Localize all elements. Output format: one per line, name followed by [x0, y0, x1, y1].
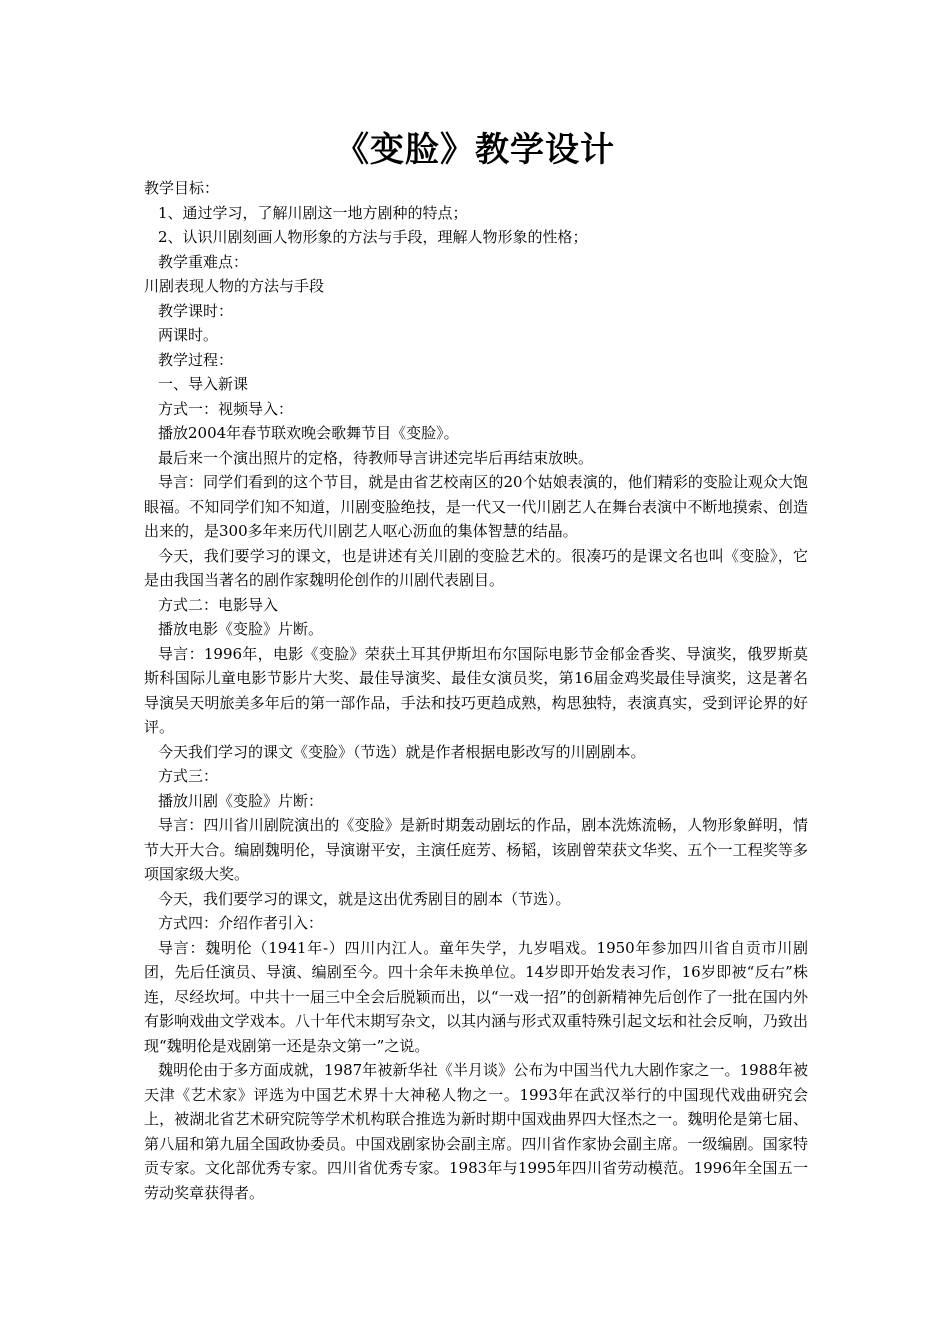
heading-teaching-process: 教学过程：	[158, 350, 234, 369]
method-2-play: 播放电影《变脸》片断。	[158, 620, 324, 638]
method-3-today: 今天，我们要学习的课文，就是这出优秀剧目的剧本（节选）。	[158, 889, 571, 908]
document-title: 《变脸》教学设计	[335, 130, 615, 170]
heading-key-difficulties: 教学重难点：	[158, 252, 249, 271]
method-2-heading: 方式二：电影导入	[158, 595, 279, 614]
method-2-today: 今天我们学习的课文《变脸》（节选）就是作者根据电影改写的川剧剧本。	[158, 742, 646, 761]
method-3-heading: 方式三：	[158, 767, 219, 785]
goal-item-2: 2、认识川剧刻画人物形象的方法与手段，理解人物形象的性格；	[158, 228, 588, 246]
method-4-intro-speech: 导言：魏明伦（1941年-）四川内江人。童年失学，九岁唱戏。1950年参加四川省自贡市川剧团，先后任演员、导演、编剧至今。四十余年未换单位。14岁即开始发表习作，16岁即被“反右”株连，尽经坎坷。中共十一届三中全会后脱颖而出，以“一戏一招”的创新精神先后创作了一批在国内外有影响戏曲文学戏本。八十年代末期写杂文，以其内涵与形式双重特殊引起文坛和社会反响，乃致出现“魏明伦是戏剧第一还是杂文第一”之说。	[144, 938, 808, 1055]
method-1-intro-speech: 导言：同学们看到的这个节目，就是由省艺校南区的20个姑娘表演的，他们精彩的变脸让观众大饱眼福。不知同学们知不知道，川剧变脸绝技，是一代又一代川剧艺人在舞台表演中不断地摸索、创造出来的，是300多年来历代川剧艺人呕心沥血的集体智慧的结晶。	[144, 473, 808, 540]
section-introduction: 一、导入新课	[158, 375, 249, 393]
goal-item-1: 1、通过学习，了解川剧这一地方剧种的特点；	[158, 203, 468, 222]
author-achievements: 魏明伦由于多方面成就，1987年被新华社《半月谈》公布为中国当代九大剧作家之一。1988年被天津《艺术家》评选为中国艺术界十大神秘人物之一。1993年在武汉举行的中国现代戏曲研究会上，被湖北省艺术研究院等学术机构联合推选为新时期中国戏曲界四大怪杰之一。魏明伦是第七届、第八届和第九届全国政协委员。中国戏剧家协会副主席。四川省作家协会副主席。一级编剧。国家特贡专家。文化部优秀专家。四川省优秀专家。1983年与1995年四川省劳动模范。1996年全国五一劳动奖章获得者。	[144, 1061, 808, 1202]
method-1-heading: 方式一：视频导入：	[158, 399, 294, 418]
method-1-today: 今天，我们要学习的课文，也是讲述有关川剧的变脸艺术的。很凑巧的是课文名也叫《变脸》，它是由我国当著名的剧作家魏明伦创作的川剧代表剧目。	[144, 546, 808, 589]
key-difficulties-text: 川剧表现人物的方法与手段	[144, 277, 325, 295]
method-3-intro-speech: 导言：四川省川剧院演出的《变脸》是新时期轰动剧坛的作品，剧本洗炼流畅，人物形象鲜明，情节大开大合。编剧魏明伦，导演谢平安，主演任庭芳、杨韬，该剧曾荣获文华奖、五个一工程奖等多项国家级大奖。	[144, 816, 808, 883]
heading-teaching-goals: 教学目标：	[144, 179, 220, 197]
method-1-freeze: 最后来一个演出照片的定格，待教师导言讲述完毕后再结束放映。	[158, 448, 594, 467]
method-3-play: 播放川剧《变脸》片断：	[158, 791, 324, 810]
document-body	[144, 176, 808, 1205]
method-4-heading: 方式四：介绍作者引入：	[158, 914, 324, 932]
class-hours-text: 两课时。	[158, 326, 219, 344]
method-1-play: 播放2004年春节联欢晚会歌舞节目《变脸》。	[158, 424, 459, 442]
method-2-intro-speech: 导言：1996年，电影《变脸》荣获土耳其伊斯坦布尔国际电影节金郁金香奖、导演奖，俄罗斯莫斯科国际儿童电影节影片大奖、最佳导演奖、最佳女演员奖，第16届金鸡奖最佳导演奖，这是著名导演吴天明旅美多年后的第一部作品，手法和技巧更趋成熟，构思独特，表演真实，受到评论界的好评。	[144, 644, 808, 736]
heading-class-hours: 教学课时：	[158, 301, 234, 320]
